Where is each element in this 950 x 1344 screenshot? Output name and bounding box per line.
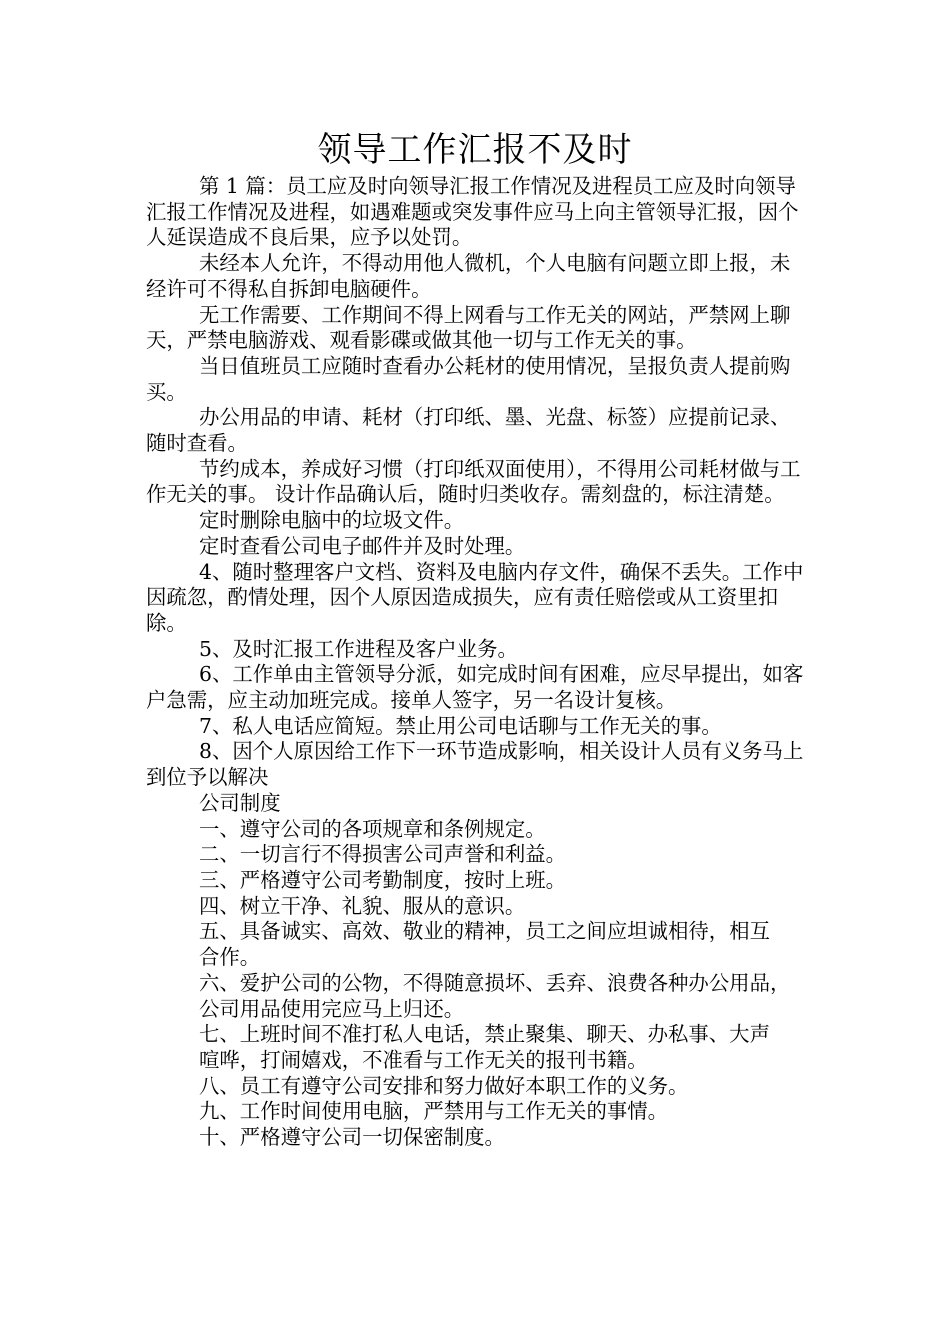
paragraph: 办公用品的申请、耗材（打印纸、墨、光盘、标签）应提前记录、随时查看。 bbox=[146, 405, 791, 456]
paragraph: 5、及时汇报工作进程及客户业务。 bbox=[199, 636, 518, 661]
paragraph: 当日值班员工应随时查看办公耗材的使用情况，呈报负责人提前购买。 bbox=[146, 353, 791, 404]
rule-item: 四、树立干净、礼貌、服从的意识。 bbox=[199, 893, 526, 918]
paragraph: 节约成本，养成好习惯（打印纸双面使用），不得用公司耗材做与工作无关的事。 设计作品确认后，随时归类收存。需刻盘的，标注清楚。 bbox=[146, 456, 801, 507]
rule-item: 五、具备诚实、高效、敬业的精神，员工之间应坦诚相待，相互 bbox=[199, 919, 770, 944]
rule-item-continuation: 喧哗，打闹嬉戏，不准看与工作无关的报刊书籍。 bbox=[199, 1047, 648, 1072]
rule-item: 六、爱护公司的公物，不得随意损坏、丢弃、浪费各种办公用品， bbox=[199, 970, 791, 995]
paragraph: 未经本人允许，不得动用他人微机，个人电脑有问题立即上报，未经许可不得私自拆卸电脑硬件。 bbox=[146, 251, 791, 301]
document-body bbox=[146, 174, 810, 1151]
rule-item: 七、上班时间不准打私人电话，禁止聚集、聊天、办私事、大声 bbox=[199, 1022, 770, 1047]
paragraph: 定时查看公司电子邮件并及时处理。 bbox=[199, 533, 526, 558]
rule-item: 八、员工有遵守公司安排和努力做好本职工作的义务。 bbox=[199, 1073, 689, 1098]
rule-item: 十、严格遵守公司一切保密制度。 bbox=[199, 1125, 505, 1150]
rule-item-continuation: 合作。 bbox=[199, 945, 261, 970]
paragraph: 无工作需要、工作期间不得上网看与工作无关的网站，严禁网上聊天，严禁电脑游戏、观看影碟或做其他一切与工作无关的事。 bbox=[146, 302, 791, 353]
paragraph: 4、随时整理客户文档、资料及电脑内存文件，确保不丢失。工作中因疏忽，酌情处理，因个人原因造成损失，应有责任赔偿或从工资里扣除。 bbox=[146, 559, 804, 635]
section-heading: 公司制度 bbox=[199, 790, 281, 815]
paragraph: 第 1 篇：员工应及时向领导汇报工作情况及进程员工应及时向领导汇报工作情况及进程，如遇难题或突发事件应马上向主管领导汇报，因个人延误造成不良后果，应予以处罚。 bbox=[146, 174, 799, 250]
paragraph: 7、私人电话应简短。禁止用公司电话聊与工作无关的事。 bbox=[199, 713, 722, 738]
rule-item: 三、严格遵守公司考勤制度，按时上班。 bbox=[199, 867, 567, 892]
rule-item: 九、工作时间使用电脑，严禁用与工作无关的事情。 bbox=[199, 1099, 669, 1124]
rule-item: 一、遵守公司的各项规章和条例规定。 bbox=[199, 816, 546, 841]
rule-item: 二、一切言行不得损害公司声誉和利益。 bbox=[199, 842, 567, 867]
paragraph: 8、因个人原因给工作下一环节造成影响，相关设计人员有义务马上到位予以解决 bbox=[146, 739, 804, 790]
rule-item-continuation: 公司用品使用完应马上归还。 bbox=[199, 996, 465, 1021]
paragraph: 6、工作单由主管领导分派，如完成时间有困难，应尽早提出，如客户急需，应主动加班完成。接单人签字，另一名设计复核。 bbox=[146, 662, 804, 713]
document-title: 领导工作汇报不及时 bbox=[317, 130, 633, 170]
paragraph: 定时删除电脑中的垃圾文件。 bbox=[199, 508, 465, 533]
